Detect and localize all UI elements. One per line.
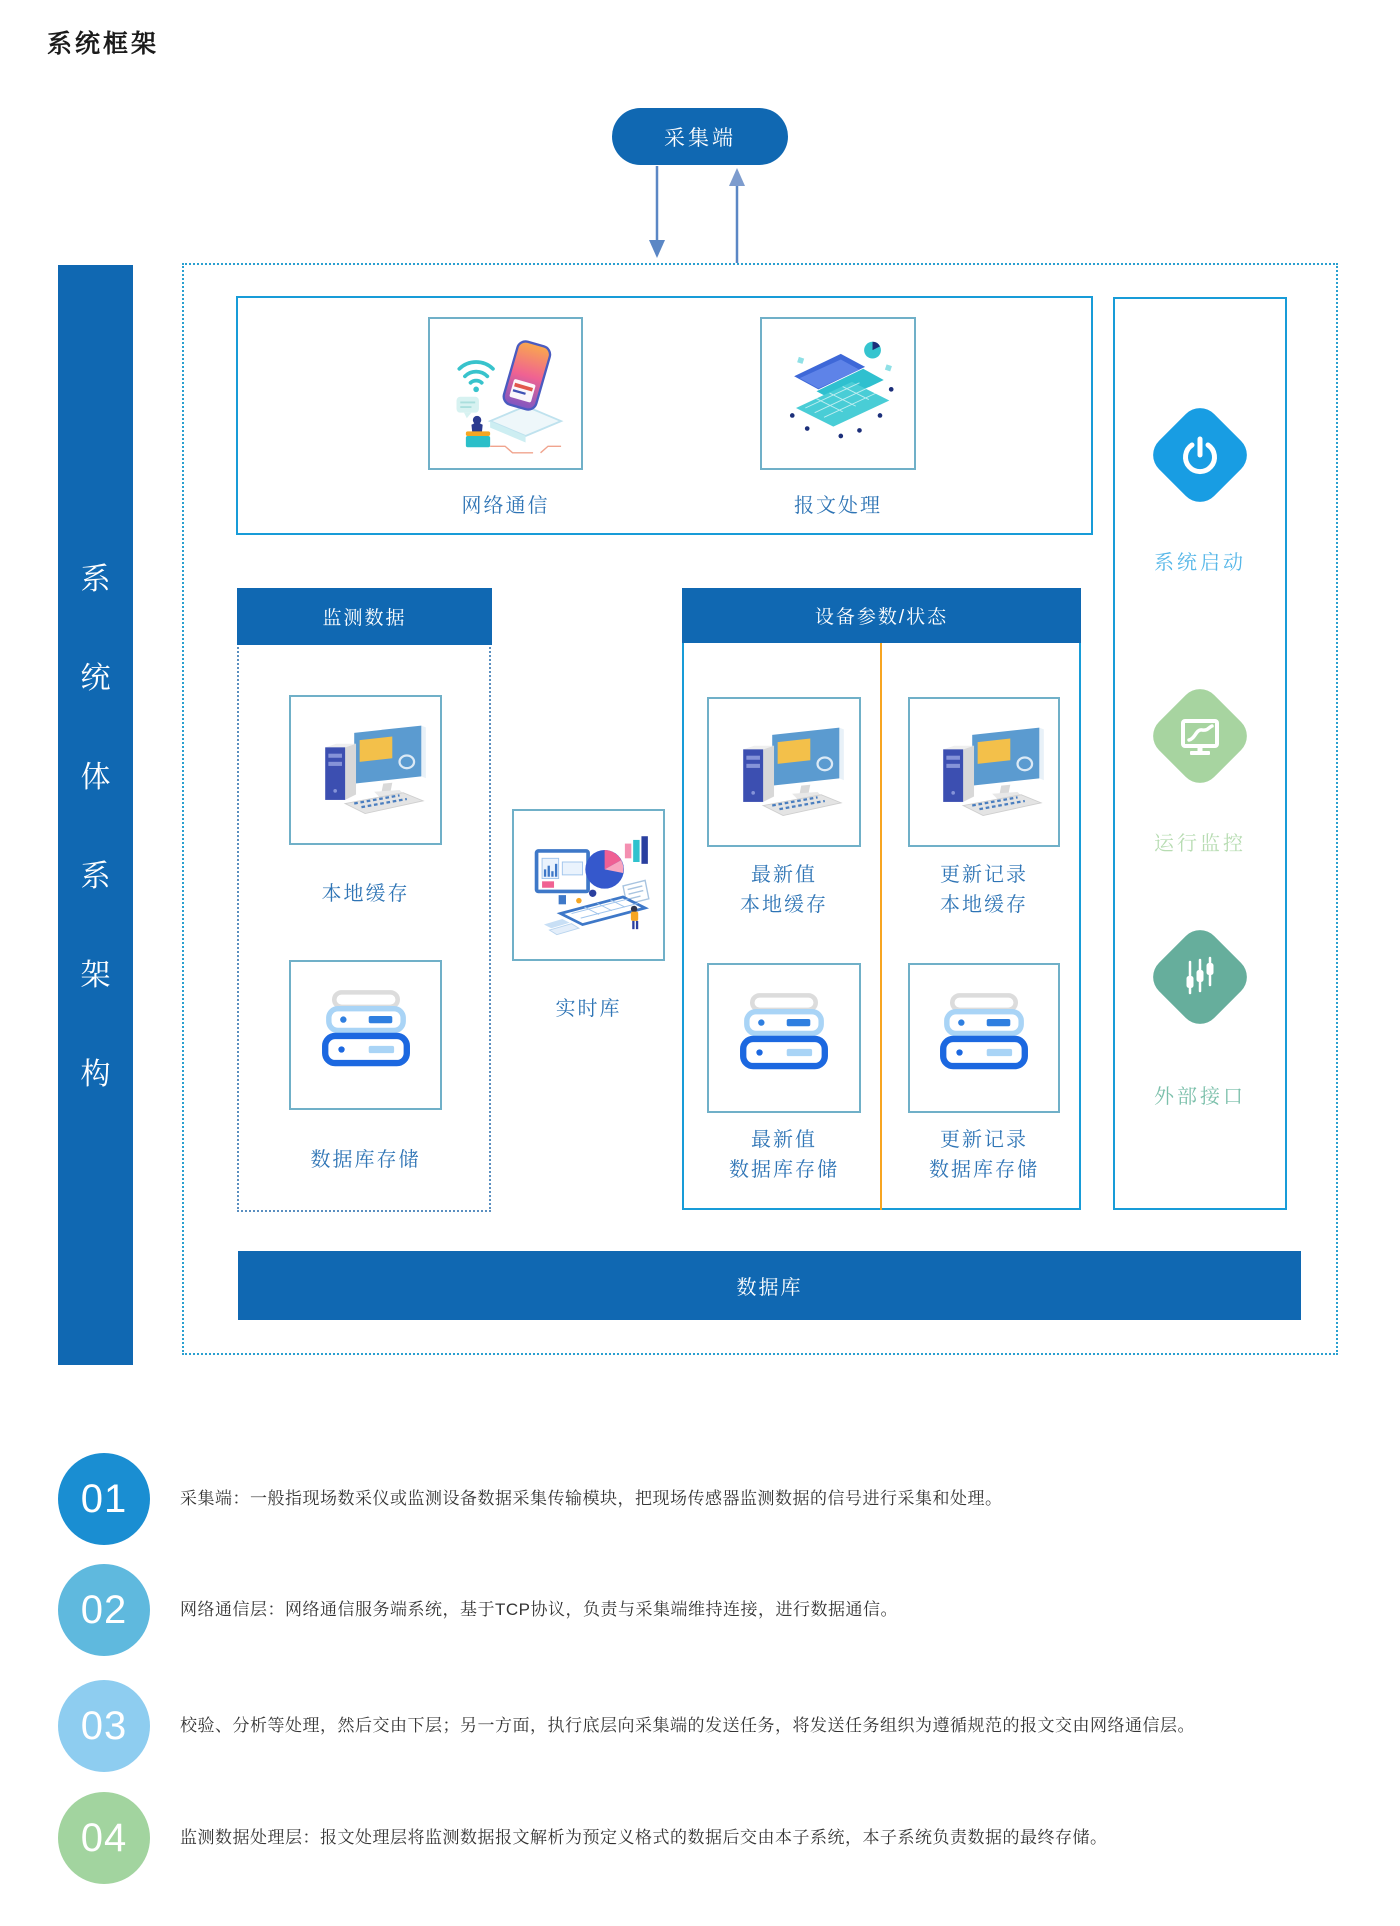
legend-item-text: 网络通信层：网络通信服务端系统，基于TCP协议，负责与采集端维持连接，进行数据通信。 (180, 1600, 898, 1619)
collector-node: 采集端 (612, 108, 788, 165)
arrow-up-icon (729, 168, 745, 263)
computer-illustration (716, 704, 852, 840)
monitor-chart-icon (1176, 712, 1224, 760)
power-icon (1177, 432, 1223, 478)
banner-char: 构 (80, 1058, 111, 1091)
sliders-icon (1177, 954, 1223, 1000)
legend-number-badge: 04 (58, 1792, 150, 1884)
communication-layer-box (236, 296, 1093, 535)
update-record-cache-label: 更新记录 本地缓存 (940, 864, 1028, 916)
server-illustration (916, 970, 1052, 1106)
server-illustration (298, 967, 434, 1103)
legend-item-text: 采集端：一般指现场数采仪或监测设备数据采集传输模块，把现场传感器监测数据的信号进行采集和处理。 (180, 1489, 1003, 1508)
database-storage-card (289, 960, 442, 1110)
latest-value-cache-card (707, 697, 861, 847)
message-processing-card (760, 317, 916, 470)
network-communication-card (428, 317, 583, 470)
banner-char: 系 (80, 563, 111, 596)
server-illustration (716, 970, 852, 1106)
realtime-db-card (512, 809, 665, 961)
external-interface-icon-wrap (1130, 907, 1270, 1047)
run-monitor-label: 运行监控 (1154, 833, 1246, 855)
banner-char: 系 (80, 860, 111, 893)
device-params-divider (880, 643, 882, 1210)
external-interface-label: 外部接口 (1154, 1086, 1246, 1108)
collector-frame-arrows (630, 162, 760, 266)
computer-illustration (298, 702, 434, 838)
network-communication-label: 网络通信 (461, 495, 550, 517)
update-record-cache-card (908, 697, 1060, 847)
analytics-illustration (520, 816, 658, 954)
banner-char: 统 (80, 662, 111, 695)
latest-value-db-card (707, 963, 861, 1113)
monitor-data-header: 监测数据 (237, 588, 492, 645)
arrow-down-icon (649, 166, 665, 258)
local-cache-label: 本地缓存 (321, 883, 410, 905)
architecture-vertical-banner (58, 265, 133, 1365)
latest-value-cache-label: 最新值 本地缓存 (740, 864, 828, 916)
network-communication-illustration (436, 324, 576, 464)
legend-item-text: 监测数据处理层：报文处理层将监测数据报文解析为预定义格式的数据后交由本子系统，本子系统负责数据的最终存储。 (180, 1828, 1108, 1847)
update-record-db-card (908, 963, 1060, 1113)
latest-value-db-label: 最新值 数据库存储 (729, 1129, 839, 1181)
legend-number-badge: 02 (58, 1564, 150, 1656)
message-processing-label: 报文处理 (794, 495, 882, 517)
database-bar: 数据库 (238, 1251, 1301, 1320)
legend-number-badge: 01 (58, 1453, 150, 1545)
message-processing-illustration (768, 324, 908, 464)
legend-number-badge: 03 (58, 1680, 150, 1772)
database-storage-label: 数据库存储 (310, 1149, 421, 1171)
legend-item-text: 校验、分析等处理，然后交由下层；另一方面，执行底层向采集端的发送任务，将发送任务组织为遵循规范的报文交由网络通信层。 (180, 1716, 1195, 1735)
banner-char: 体 (80, 761, 111, 794)
device-params-header: 设备参数/状态 (682, 588, 1081, 643)
update-record-db-label: 更新记录 数据库存储 (929, 1129, 1039, 1181)
local-cache-card (289, 695, 442, 845)
system-start-label: 系统启动 (1154, 552, 1246, 574)
run-monitor-icon-wrap (1130, 666, 1270, 806)
computer-illustration (916, 704, 1052, 840)
system-start-icon-wrap (1130, 385, 1270, 525)
banner-char: 架 (80, 959, 111, 992)
page-title: 系统框架 (47, 29, 160, 58)
realtime-db-label: 实时库 (555, 998, 622, 1020)
